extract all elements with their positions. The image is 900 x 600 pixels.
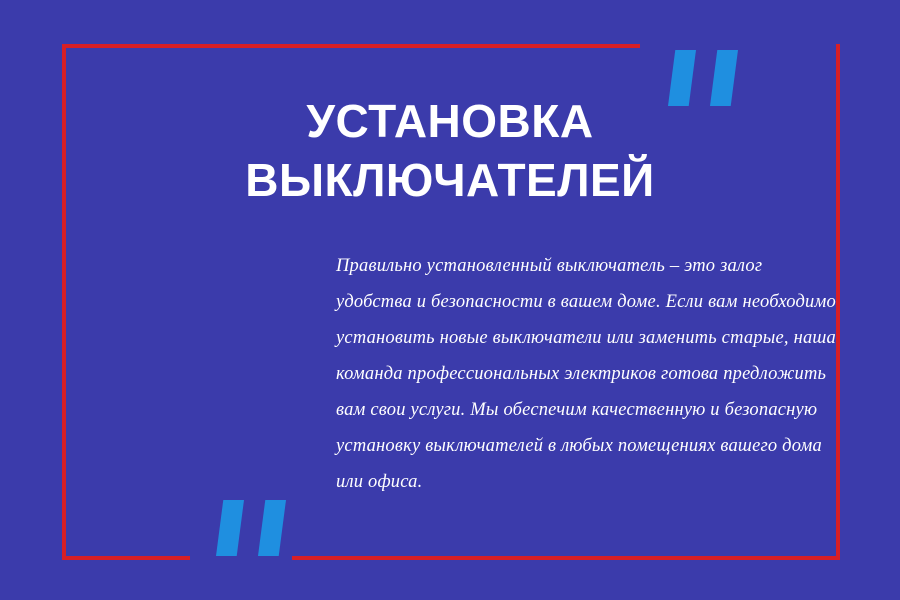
title-line-1: УСТАНОВКА	[306, 95, 594, 147]
quote-mark-icon	[216, 500, 286, 556]
frame-border-bottom-right	[292, 556, 840, 560]
frame-border-left	[62, 44, 66, 560]
frame-border-right	[836, 44, 840, 560]
quote-bar	[216, 500, 244, 556]
title-line-2: ВЫКЛЮЧАТЕЛЕЙ	[245, 153, 655, 206]
quote-bar	[258, 500, 286, 556]
frame-border-bottom-left	[62, 556, 190, 560]
page-title	[130, 92, 770, 210]
frame-border-top	[62, 44, 640, 48]
body-paragraph: Правильно установленный выключатель – это залог удобства и безопасности в вашем доме. Если вам необходимо установить новые выключатели или заменить старые, наша команда профессиональных электриков готова предложить вам свои услуги. Мы обеспечим качественную и безопасную установку выключателей в любых помещениях вашего дома или офиса.	[336, 256, 837, 493]
